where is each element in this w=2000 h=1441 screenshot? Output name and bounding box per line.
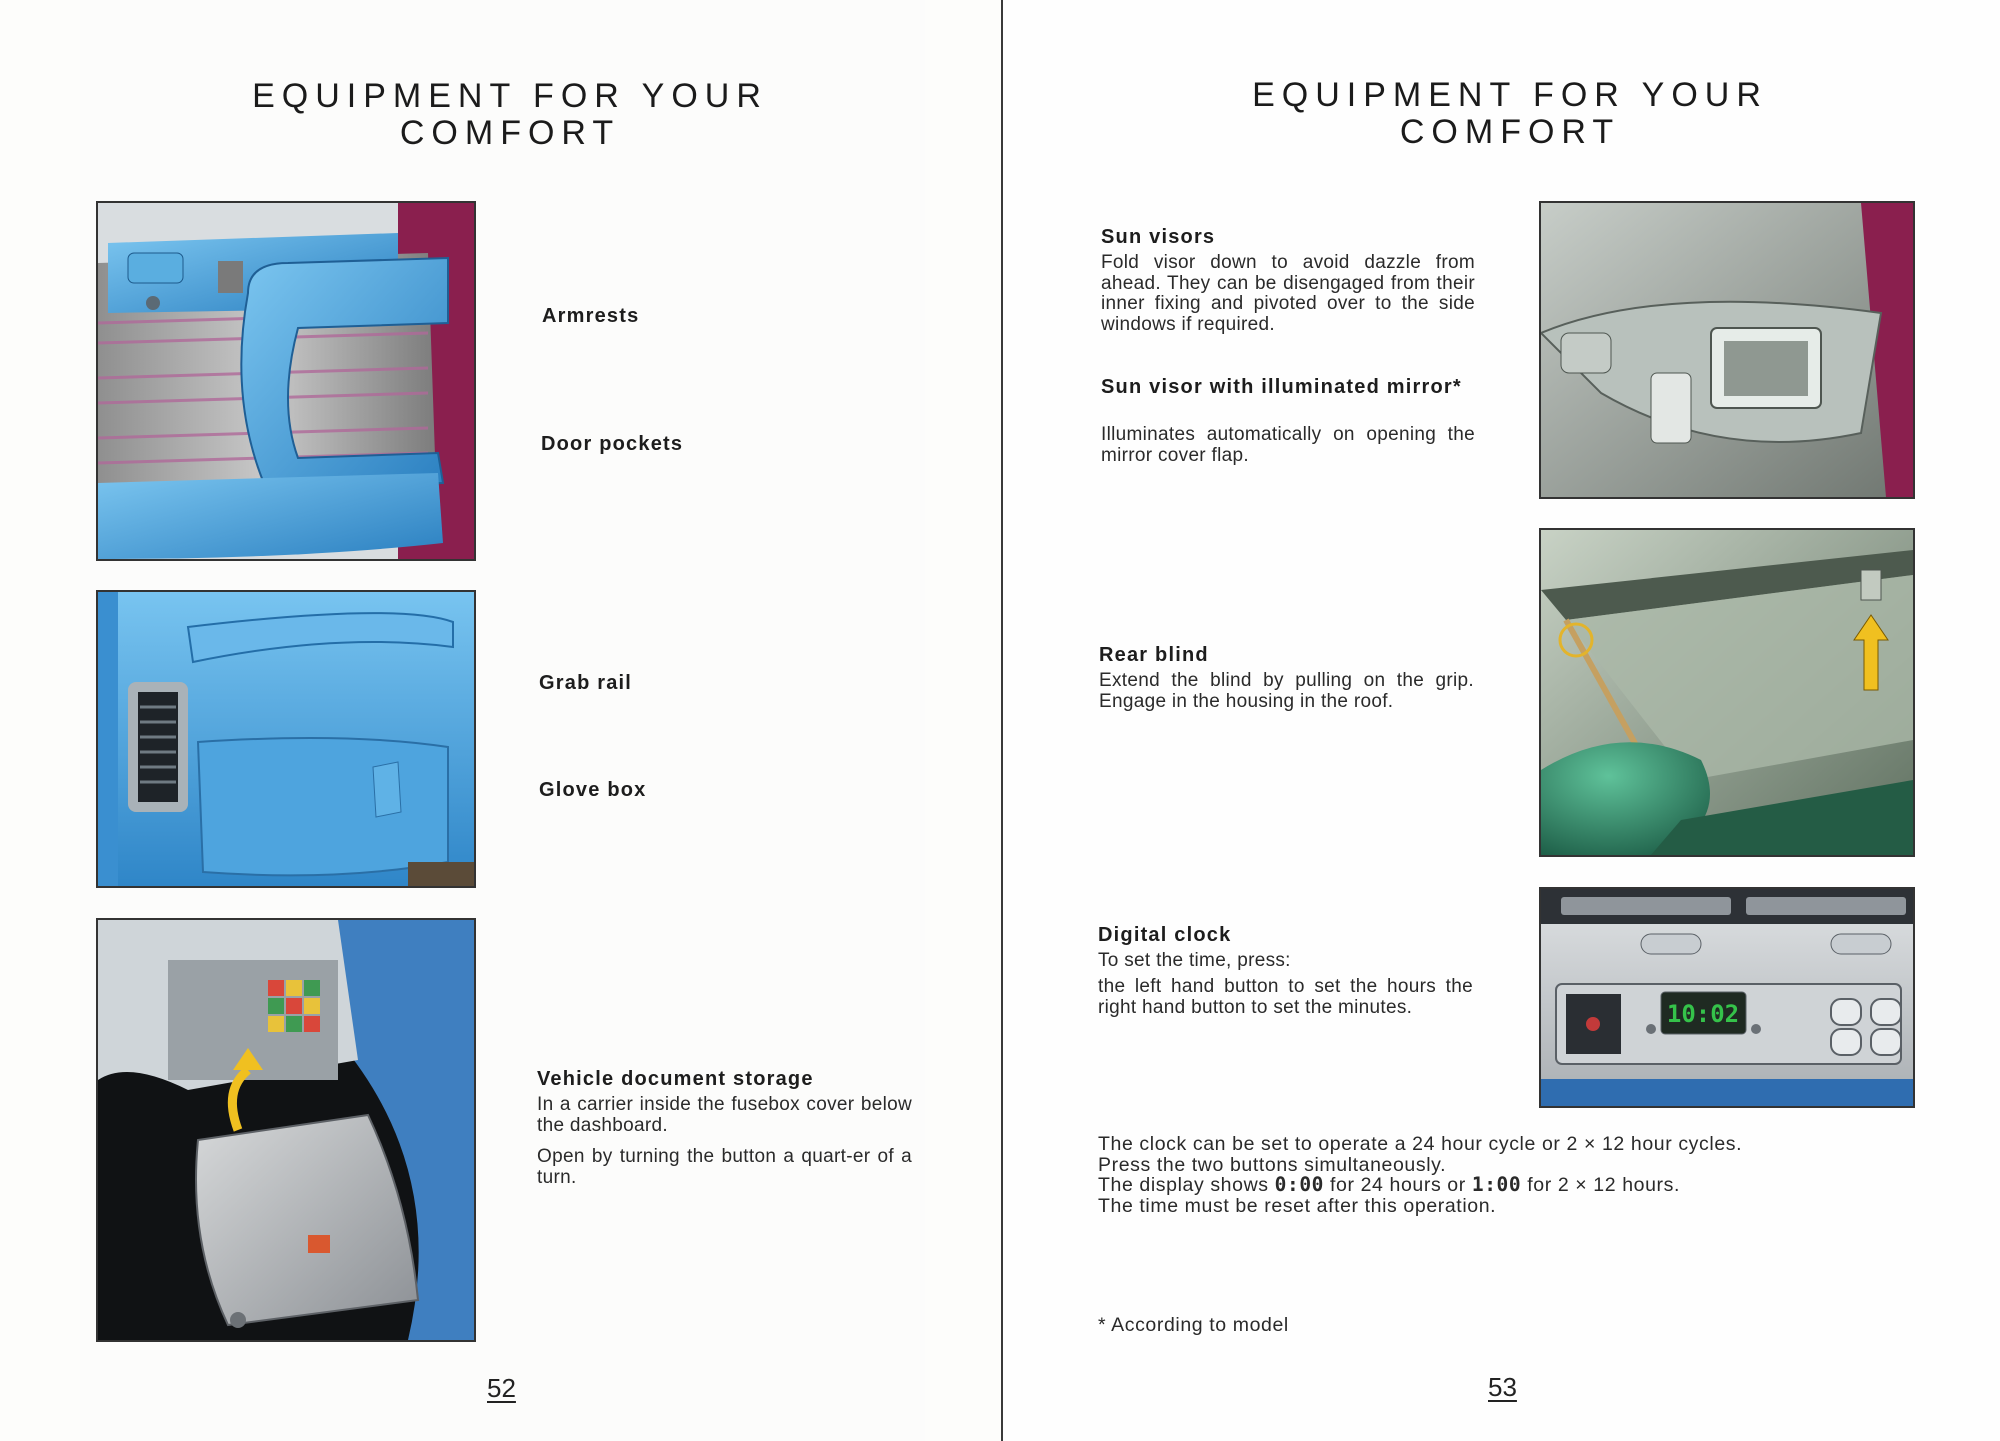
glove-box-illustration bbox=[96, 590, 476, 888]
rear-blind-illustration bbox=[1539, 528, 1915, 857]
cycle-line-3-e: for 2 × 12 hours. bbox=[1521, 1174, 1681, 1196]
clock-cycle-paragraph bbox=[1098, 1134, 1898, 1216]
left-page-number: 52 bbox=[487, 1373, 516, 1403]
cycle-line-1: The clock can be set to operate a 24 hour cycle or 2 × 12 hour cycles. bbox=[1098, 1133, 1743, 1155]
grab-rail-label: Grab rail bbox=[539, 672, 633, 694]
left-page-title bbox=[190, 78, 830, 152]
sun-visors-heading: Sun visors bbox=[1101, 226, 1216, 248]
sun-visor-mirror-text: Illuminates automatically on opening the mirror cover flap. bbox=[1101, 424, 1475, 466]
cycle-line-3-a: The display shows bbox=[1098, 1174, 1275, 1196]
right-page-title bbox=[1190, 77, 1830, 151]
display-24h-value: 0:00 bbox=[1274, 1173, 1325, 1196]
right-title-line1: EQUIPMENT FOR YOUR bbox=[1252, 76, 1768, 114]
document-storage-illustration bbox=[96, 918, 476, 1342]
sun-visors-text: Fold visor down to avoid dazzle from ahead. They can be disengaged from their inner fixing and pivoted over to the side windows if required. bbox=[1101, 252, 1475, 335]
digital-clock-heading: Digital clock bbox=[1098, 924, 1232, 946]
door-panel-illustration bbox=[96, 201, 476, 561]
cycle-line-3 bbox=[1098, 1175, 1898, 1196]
rear-blind-heading: Rear blind bbox=[1099, 644, 1209, 666]
document-storage-text-1: In a carrier inside the fusebox cover below the dashboard. bbox=[537, 1094, 912, 1136]
document-storage-text-2: Open by turning the button a quart-er of a turn. bbox=[537, 1146, 912, 1188]
cycle-line-3-c: for 24 hours or bbox=[1324, 1174, 1472, 1196]
sun-visor-mirror-heading: Sun visor with illuminated mirror* bbox=[1101, 376, 1462, 398]
rear-blind-text: Extend the blind by pulling on the grip. Engage in the housing in the roof. bbox=[1099, 670, 1474, 712]
left-title-line1: EQUIPMENT FOR YOUR bbox=[252, 77, 768, 115]
clock-display: 10:02 bbox=[1666, 1000, 1740, 1028]
left-title-line2: COMFORT bbox=[399, 114, 621, 152]
footnote: * According to model bbox=[1098, 1314, 1289, 1336]
digital-clock-intro: To set the time, press: bbox=[1098, 950, 1291, 971]
right-page-number: 53 bbox=[1488, 1372, 1517, 1402]
cycle-line-2: Press the two buttons simultaneously. bbox=[1098, 1153, 1447, 1176]
right-title-line2: COMFORT bbox=[1399, 113, 1621, 151]
display-12h-value: 1:00 bbox=[1471, 1173, 1522, 1196]
glove-box-label: Glove box bbox=[539, 779, 647, 801]
digital-clock-text: the left hand button to set the hours the right hand button to set the minutes. bbox=[1098, 976, 1473, 1018]
cycle-line-4: The time must be reset after this operation. bbox=[1098, 1194, 1497, 1217]
book-spine bbox=[1001, 0, 1003, 1441]
armrests-label: Armrests bbox=[542, 305, 640, 327]
digital-clock-illustration bbox=[1539, 887, 1915, 1108]
sun-visor-illustration bbox=[1539, 201, 1915, 499]
vehicle-document-storage-label: Vehicle document storage bbox=[537, 1068, 814, 1090]
door-pockets-label: Door pockets bbox=[541, 433, 684, 455]
